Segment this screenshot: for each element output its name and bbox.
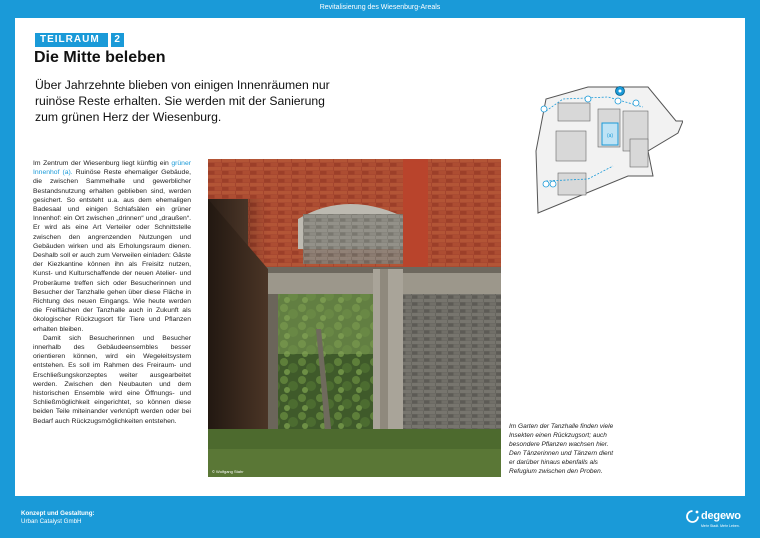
lead-text: Über Jahrzehnte blieben von einigen Innenräumen nur ruinöse Reste erhalten. Sie werden mit der Sanierung zum grünen Herz der Wiesenburg.: [35, 78, 330, 124]
body-text: [33, 159, 191, 426]
courtyard-photo: [208, 159, 501, 477]
courtyard-photo-illustration: [208, 159, 501, 477]
section-label: TEILRAUM: [35, 33, 108, 47]
map-marker: [543, 181, 549, 187]
footer-credit-label: Konzept und Gestaltung:: [21, 510, 95, 517]
photo-caption: Im Garten der Tanzhalle finden viele Insekten einen Rückzugsort; auch besondere Pflanzen wachsen hier. Den Tänzerinnen und Tänzern dient er darüber hinaus ebenfalls als Refugium zwischen den Proben.: [509, 423, 614, 475]
photo-credit: © Wolfgang Stahr: [212, 469, 244, 474]
body-paragraph-1: Im Zentrum der Wiesenburg liegt künftig ein grüner Innenhof (a). Ruinöse Reste ehemaliger Gebäude, die zwischen Sammelhalle und gewerblicher Bestandsnutzung erhalten geblieben sind, werden gesichert. So entsteht u.a. aus dem ehemaligen Badesaal und einigen Schlafsälen ein grüner Innenhof: ein Ort zwischen „drinnen“ und „draußen“. Er wird als eine Art Verteiler oder Schnittstelle zwischen den angrenzenden Nutzungen und Gebäuden wirken und als Erholungsraum dienen. Deshalb soll er auch zum Verweilen einladen: Gäste der Kiezkantine können ihn als Freisitz nutzen, Kunst- und Kulturschaffende der neuen Atelier- und Proberäume treffen sich oder Besucherinnen und Besucher der Tanzhalle gehen über diese Fläche in Richtung des neuen Eingangs. Wie heute werden die Freiflächen der Tanzhalle auch in Zukunft als ökologischer Rückzugsort für Tiere und Pflanzen erhalten bleiben.: [33, 160, 191, 333]
map-label-a: (a): [606, 133, 614, 139]
map-marker: [550, 181, 556, 187]
map-marker: [541, 106, 547, 112]
map-marker: [633, 100, 639, 106]
body-paragraph-2: Damit sich Besucherinnen und Besucher innerhalb des Gebäudeensembles besser orientieren können, wird ein Wegeleitsystem entstehen. Es soll im Rahmen des Freiraum- und Erschließungskonzeptes weiter ausgearbeitet werden. Zwischen den Neubauten und dem historischen Ensemble wird eine Öffnungs- und Schließmöglichkeit eingerichtet, so können diese beiden Teile miteinander verknüpft werden oder bei Bedarf auch Rückzugsmöglichkeiten entstehen.: [33, 334, 191, 425]
logo-mark-icon: [686, 510, 699, 523]
site-map: [518, 81, 683, 216]
content-panel: [15, 18, 745, 496]
logo-wordmark: degewo: [701, 510, 741, 522]
footer-credit: [21, 510, 95, 526]
map-marker: [585, 96, 591, 102]
page-header-title: Revitalisierung des Wiesenburg-Areals: [319, 4, 441, 11]
footer-credit-value: Urban Catalyst GmbH: [21, 518, 82, 525]
logo-tagline: Mehr Stadt. Mehr Leben.: [701, 524, 740, 528]
section-title: Die Mitte beleben: [34, 49, 166, 66]
section-tag: [35, 33, 124, 47]
map-marker: [615, 98, 621, 104]
section-number: 2: [111, 33, 124, 47]
site-plan-illustration: [518, 81, 683, 216]
highlight-term: grüner Innenhof (a).: [33, 160, 191, 177]
